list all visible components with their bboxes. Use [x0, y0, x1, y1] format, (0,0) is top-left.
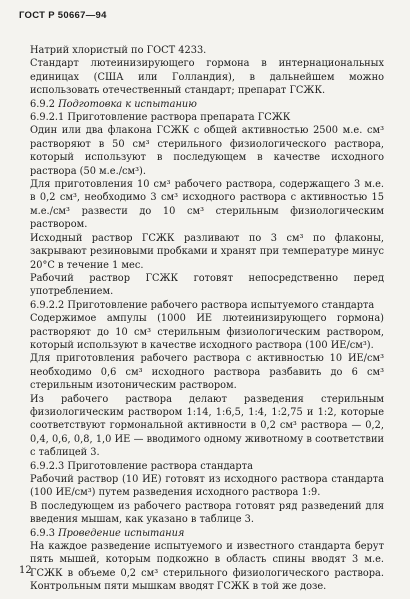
section-number: 6.9.2	[30, 98, 55, 110]
paragraph: Для приготовления рабочего раствора с активностью 10 ИЕ/см³ необходимо 0,6 см³ исходного раствора разбавить до 6 см³ стерильным изотоническим раствором.	[30, 353, 384, 392]
paragraph: Рабочий раствор ГСЖК готовят непосредственно перед употреблением.	[30, 272, 384, 298]
paragraph: Содержимое ампулы (1000 ИЕ лютеинизирующего гормона) растворяют до 10 см³ стерильным физиологическим раствором, который используют в качестве исходного раствора (100 ИЕ/см³).	[30, 313, 384, 351]
paragraph: Один или два флакона ГСЖК с общей активностью 2500 м.е. см³ растворяют в 50 см³ стерильного физиологического раствора, который используют в последующем в качестве исходного раствора (50 м.е./см³).	[30, 125, 384, 177]
paragraph: Исходный раствор ГСЖК разливают по 3 см³ по флаконы, закрывают резиновыми пробками и хранят при температуре минус 20°С в течение 1 мес.	[30, 232, 384, 271]
document-header: ГОСТ Р 50667—94	[19, 10, 107, 21]
section-heading	[30, 527, 384, 540]
document-body	[30, 44, 384, 594]
subsection-heading: 6.9.2.1 Приготовление раствора препарата ГСЖК	[30, 112, 291, 124]
paragraph: Рабочий раствор (10 ИЕ) готовят из исходного раствора стандарта (100 ИЕ/см³) путем разведения исходного раствора 1:9.	[30, 474, 384, 499]
subsection-heading: 6.9.2.2 Приготовление рабочего раствора испытуемого стандарта	[30, 299, 375, 311]
section-number: 6.9.3	[30, 527, 55, 539]
paragraph: Для приготовления 10 см³ рабочего раствора, содержащего 3 м.е. в 0,2 см³, необходимо 3 см³ исходного раствора с активностью 15 м.е./см³ развести до 10 см³ стерильным физиологическим раствором.	[30, 179, 384, 231]
subsection-heading: 6.9.2.3 Приготовление раствора стандарта	[30, 460, 253, 472]
paragraph: Стандарт лютеинизирующего гормона в интернациональных единицах (США или Голландия), в дальнейшем можно использовать отечественный стандарт; препарат ГСЖК.	[30, 58, 384, 97]
section-title: Подготовка к испытанию	[58, 98, 197, 110]
section-title: Проведение испытания	[58, 527, 185, 539]
section-heading	[30, 98, 384, 111]
page-number: 12	[19, 565, 32, 576]
paragraph: Из рабочего раствора делают разведения стерильным физиологическим раствором 1:14, 1:6,5, 1:4, 1:2,75 и 1:2, которые соответствуют гормональной активности в 0,2 см³ раствора — 0,2, 0,4, 0,6, 0,8, 1,0 ИЕ — вводимого одному животному в соответствии с таблицей 3.	[30, 393, 384, 459]
paragraph: На каждое разведение испытуемого и известного стандарта берут пять мышей, которым подкожно в область спины вводят 3 м.е. ГСЖК в объеме 0,2 см³ стерильного физиологического раствора. Контрольным пяти мышкам вводят ГСЖК в той же дозе.	[30, 541, 384, 593]
paragraph: В последующем из рабочего раствора готовят ряд разведений для введения мышам, как указано в таблице 3.	[30, 500, 384, 526]
paragraph: Натрий хлористый по ГОСТ 4233.	[30, 45, 207, 56]
